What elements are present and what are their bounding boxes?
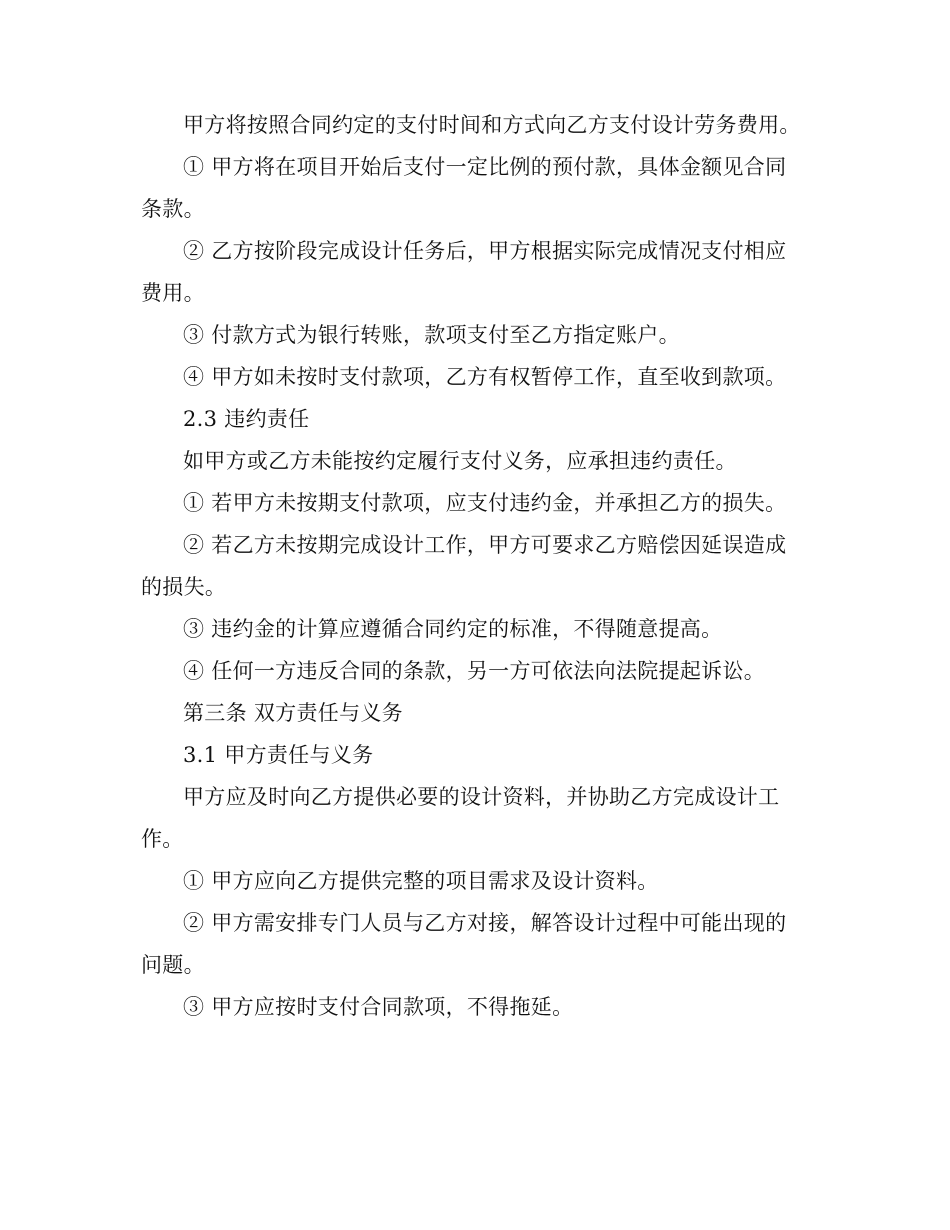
document-body (141, 104, 807, 1028)
paragraph-payment-item-3: ③ 付款方式为银行转账，款项支付至乙方指定账户。 (183, 323, 680, 347)
paragraph-party-a-intro: 甲方应及时向乙方提供必要的设计资料，并协助乙方完成设计工作。 (141, 785, 780, 851)
paragraph-breach-intro: 如甲方或乙方未能按约定履行支付义务，应承担违约责任。 (183, 449, 737, 473)
section-heading-breach: 2.3 违约责任 (183, 407, 310, 431)
paragraph-breach-item-1: ① 若甲方未按期支付款项，应支付违约金，并承担乙方的损失。 (183, 491, 787, 515)
section-heading-3-1: 3.1 甲方责任与义务 (183, 743, 374, 767)
paragraph-party-a-item-2: ② 甲方需安排专门人员与乙方对接，解答设计过程中可能出现的问题。 (141, 911, 787, 977)
paragraph-breach-item-2: ② 若乙方未按期完成设计工作，甲方可要求乙方赔偿因延误造成的损失。 (141, 533, 787, 599)
paragraph-party-a-item-3: ③ 甲方应按时支付合同款项，不得拖延。 (183, 995, 574, 1019)
paragraph-payment-item-2: ② 乙方按阶段完成设计任务后，甲方根据实际完成情况支付相应费用。 (141, 239, 787, 305)
paragraph-breach-item-3: ③ 违约金的计算应遵循合同约定的标准，不得随意提高。 (183, 617, 723, 641)
paragraph-breach-item-4: ④ 任何一方违反合同的条款，另一方可依法向法院提起诉讼。 (183, 659, 766, 683)
paragraph-payment-intro: 甲方将按照合同约定的支付时间和方式向乙方支付设计劳务费用。 (183, 113, 801, 137)
paragraph-party-a-item-1: ① 甲方应向乙方提供完整的项目需求及设计资料。 (183, 869, 659, 893)
article-heading-3: 第三条 双方责任与义务 (183, 701, 403, 725)
paragraph-payment-item-1: ① 甲方将在项目开始后支付一定比例的预付款，具体金额见合同条款。 (141, 155, 787, 221)
paragraph-payment-item-4: ④ 甲方如未按时支付款项，乙方有权暂停工作，直至收到款项。 (183, 365, 787, 389)
